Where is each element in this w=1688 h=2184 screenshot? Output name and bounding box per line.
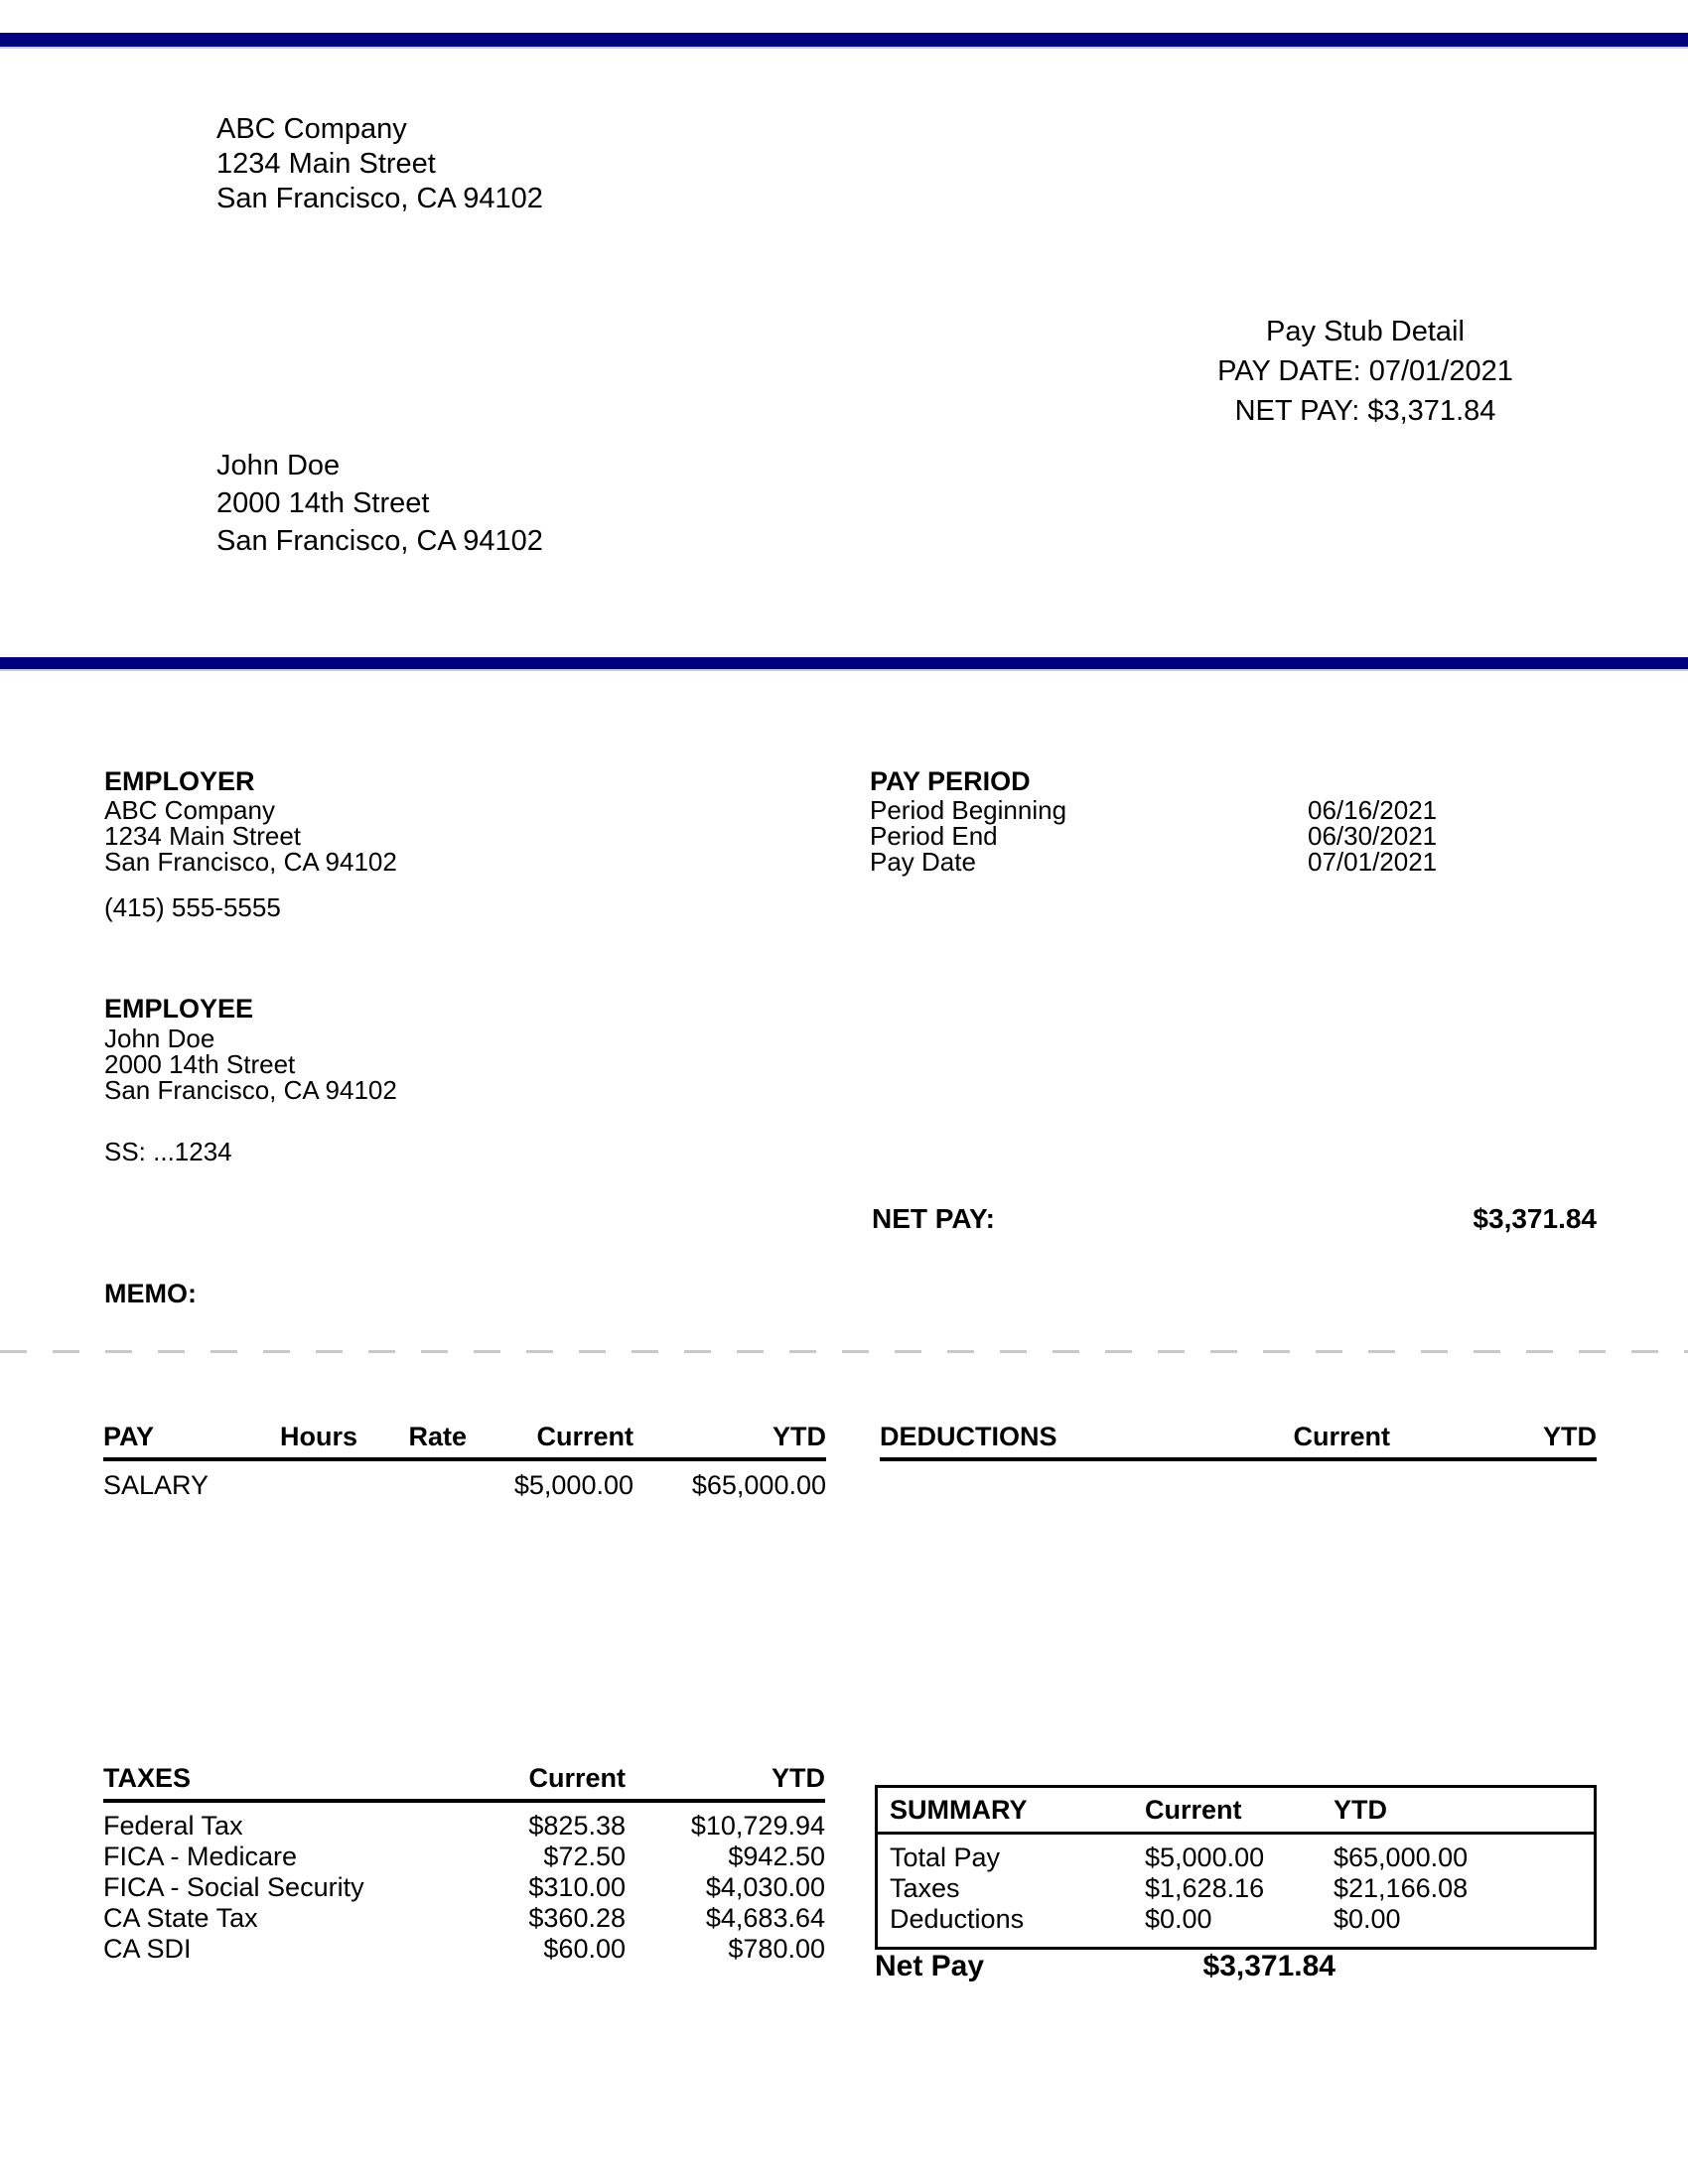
pay-period-value: 07/01/2021 [1308,847,1438,877]
pay-period-row [870,823,1505,849]
summary-name: Taxes [890,1873,960,1903]
net-pay-value: $3,371.84 [1473,1203,1597,1234]
tax-current: $360.28 [528,1903,626,1933]
tax-ytd: $780.00 [728,1934,825,1964]
current-col-header: Current [536,1422,633,1451]
memo-label: MEMO: [104,1279,197,1308]
summary-ytd: $21,166.08 [1334,1873,1469,1903]
taxes-table-header [103,1763,825,1803]
summary-current: $0.00 [1145,1904,1212,1934]
employee-street: 2000 14th Street [216,487,430,519]
summary-row [890,1873,1582,1904]
company-name: ABC Company [216,113,407,145]
tax-current: $72.50 [543,1842,626,1871]
summary-col-header: SUMMARY [890,1795,1028,1825]
tear-off-dashed-divider [0,1350,1688,1353]
deductions-table-header [880,1422,1597,1461]
pay-col-header: PAY [103,1422,155,1451]
summary-name: Deductions [890,1904,1025,1934]
employer-street: 1234 Main Street [104,821,302,851]
pay-table-row [103,1470,826,1501]
tax-ytd: $4,030.00 [705,1872,825,1902]
net-pay-total-value: $3,371.84 [1202,1950,1336,1982]
pay-period-row [870,849,1505,875]
summary-name: Total Pay [890,1843,1001,1872]
pay-period-label: Pay Date [870,847,976,877]
pay-table-header [103,1422,826,1461]
summary-row [890,1904,1582,1935]
stub-title: Pay Stub Detail [1266,316,1465,347]
summary-current: $1,628.16 [1145,1873,1265,1903]
tax-row [103,1872,825,1903]
employee-name-line: John Doe [104,1024,215,1053]
tax-current: $825.38 [528,1811,626,1841]
stub-pay-date: PAY DATE: 07/01/2021 [1217,355,1513,387]
employee-address [104,1025,397,1103]
summary-current: $5,000.00 [1145,1843,1265,1872]
tax-row [103,1842,825,1872]
pay-row-current: $5,000.00 [513,1470,633,1500]
tax-name: FICA - Medicare [103,1842,298,1871]
pay-row-rate [357,1470,467,1501]
net-pay-row [872,1203,1597,1235]
company-address-block [216,112,543,216]
summary-ytd: $0.00 [1334,1904,1401,1934]
tax-ytd: $942.50 [728,1842,825,1871]
pay-period-value: 06/16/2021 [1308,795,1438,825]
tax-row [103,1934,825,1965]
employer-name: ABC Company [104,795,275,825]
pay-table [103,1422,826,1501]
pay-period-rows [870,797,1505,875]
pay-period-heading: PAY PERIOD [870,766,1031,796]
employer-city: San Francisco, CA 94102 [104,847,397,877]
current-col-header: Current [528,1763,626,1793]
ytd-col-header: YTD [1334,1795,1387,1825]
tax-name: CA SDI [103,1934,192,1964]
summary-rows [878,1835,1594,1947]
summary-ytd: $65,000.00 [1334,1843,1469,1872]
top-divider-bar [0,33,1688,49]
middle-divider-bar [0,657,1688,671]
tax-current: $60.00 [543,1934,626,1964]
pay-row-name: SALARY [103,1470,210,1500]
employee-ssn: SS: ...1234 [104,1137,232,1166]
employee-heading: EMPLOYEE [104,994,254,1024]
current-col-header: Current [1145,1795,1242,1825]
rate-col-header: Rate [408,1422,467,1451]
summary-box [875,1785,1597,1950]
taxes-table-rows [103,1811,825,1965]
stub-header-block [1067,312,1663,431]
pay-period-value: 06/30/2021 [1308,821,1438,851]
company-street: 1234 Main Street [216,148,436,180]
tax-row [103,1811,825,1842]
net-pay-total-row [875,1950,1336,1983]
ytd-col-header: YTD [772,1763,825,1793]
pay-period-label: Period End [870,821,998,851]
net-pay-label: NET PAY: [872,1203,995,1234]
employee-city: San Francisco, CA 94102 [216,525,543,557]
deductions-table [880,1422,1597,1461]
employee-city-line: San Francisco, CA 94102 [104,1075,397,1105]
tax-ytd: $4,683.64 [705,1903,825,1933]
deductions-col-header: DEDUCTIONS [880,1422,1057,1451]
tax-row [103,1903,825,1934]
pay-period-row [870,797,1505,823]
tax-name: CA State Tax [103,1903,258,1933]
employer-phone: (415) 555-5555 [104,892,281,922]
taxes-col-header: TAXES [103,1763,192,1793]
stub-net-pay: NET PAY: $3,371.84 [1234,395,1496,427]
company-city: San Francisco, CA 94102 [216,183,543,214]
employee-street-line: 2000 14th Street [104,1049,296,1079]
ytd-col-header: YTD [1543,1422,1597,1451]
pay-row-ytd: $65,000.00 [691,1470,826,1500]
employee-name: John Doe [216,450,341,481]
summary-header [878,1788,1594,1835]
tax-name: FICA - Social Security [103,1872,364,1902]
tax-name: Federal Tax [103,1811,243,1841]
employer-heading: EMPLOYER [104,766,255,796]
net-pay-total-label: Net Pay [875,1950,985,1982]
summary-row [890,1843,1582,1873]
tax-current: $310.00 [528,1872,626,1902]
employer-address [104,797,397,875]
current-col-header: Current [1293,1422,1390,1451]
hours-col-header: Hours [279,1422,357,1451]
employee-address-block [216,447,543,560]
ytd-col-header: YTD [773,1422,826,1451]
pay-row-hours [252,1470,357,1501]
pay-period-label: Period Beginning [870,795,1067,825]
tax-ytd: $10,729.94 [690,1811,825,1841]
taxes-table [103,1763,825,1965]
